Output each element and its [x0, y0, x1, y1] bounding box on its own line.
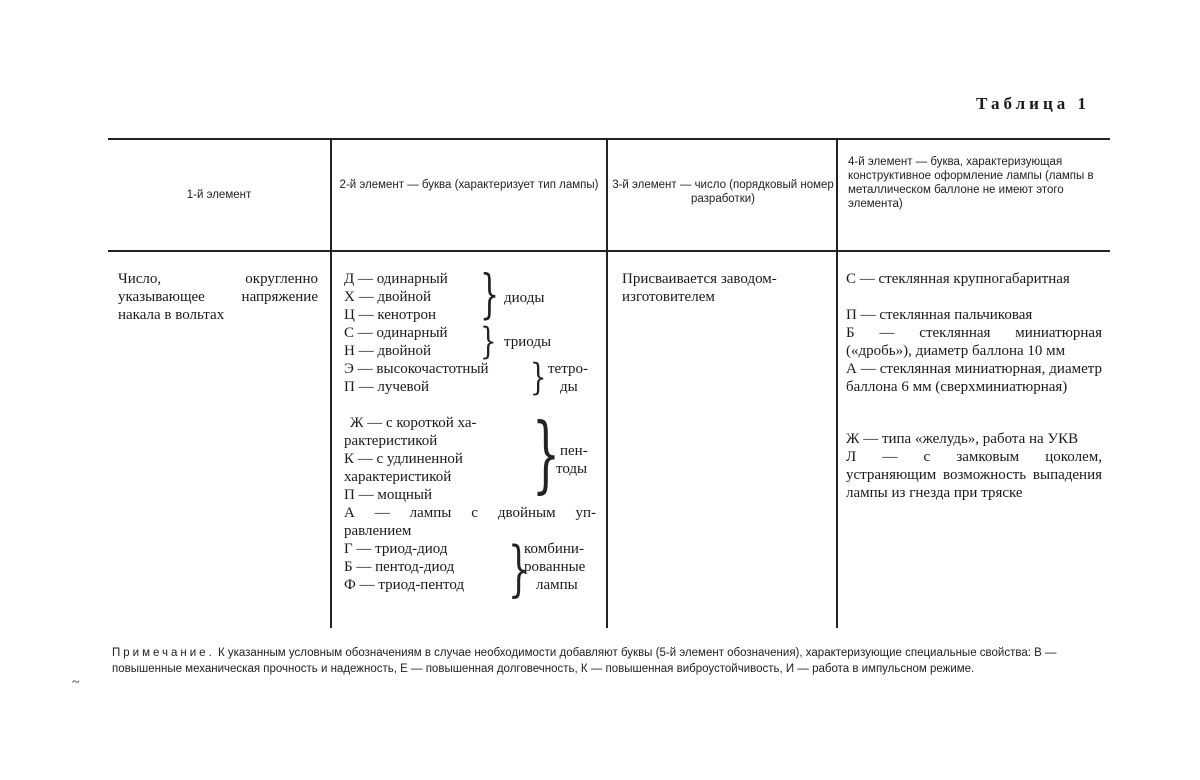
- brace-pentodes: }: [532, 406, 560, 504]
- column-divider-1: [330, 140, 332, 628]
- col2-line: рактеристикой: [344, 433, 438, 449]
- col2-line: П — мощный: [344, 487, 433, 503]
- brace-tetrodes: }: [530, 357, 547, 400]
- group-label-combined-3: лампы: [536, 577, 578, 593]
- col2-line: Ц — кенотрон: [344, 307, 436, 323]
- group-label-pentodes-2: тоды: [556, 461, 588, 477]
- col2-line: П — лучевой: [344, 379, 430, 395]
- header-col2: 2-й элемент — буква (характеризует тип лампы): [339, 179, 599, 191]
- col3-cell: Присваивается заводом-изготовителем: [622, 271, 777, 305]
- group-label-diodes: диоды: [504, 290, 545, 306]
- header-col4: 4-й элемент — буква, характеризующая конструктивное оформление лампы (лампы в металлическом баллоне не имеют этого элемента): [848, 156, 1094, 210]
- group-label-combined-1: комбини-: [524, 541, 584, 557]
- col1-cell: Число, округленно указывающее напряжение накала в вольтах: [118, 271, 318, 323]
- col4-entry: Ж — типа «желудь», работа на УКВ: [846, 431, 1079, 447]
- table-note: [112, 645, 1112, 677]
- col2-line: характеристикой: [344, 469, 452, 485]
- col2-line: Б — пентод-диод: [344, 559, 455, 575]
- col4-entry: Л — с замковым цоколем, устраняющим возможность выпадения лампы из гнезда при тряске: [846, 449, 1102, 501]
- col4-entry: С — стеклянная крупногабаритная: [846, 271, 1070, 287]
- col2-line: равлением: [344, 523, 412, 539]
- column-divider-3: [836, 140, 838, 628]
- group-label-tetrodes-1: тетро-: [548, 361, 588, 377]
- col2-line: С — одинарный: [344, 325, 448, 341]
- header-col3: 3-й элемент — число (порядковый номер разработки): [612, 179, 834, 205]
- note-lead: Примечание.: [112, 647, 215, 659]
- col4-entry: А — стеклянная миниатюрная, диаметр баллона 6 мм (сверхминиатюрная): [846, 361, 1102, 395]
- col2-line: Х — двойной: [344, 289, 432, 305]
- brace-combined: }: [508, 534, 530, 605]
- col2-line: А — лампы с двойным уп-: [344, 505, 596, 521]
- col2-line: К — с удлиненной: [344, 451, 463, 467]
- col2-line: Ж — с короткой ха-: [350, 415, 477, 431]
- col4-entry: П — стеклянная пальчиковая: [846, 307, 1033, 323]
- group-label-tetrodes-2: ды: [560, 379, 578, 395]
- group-label-combined-2: рованные: [524, 559, 586, 575]
- header-col1: 1-й элемент: [186, 189, 252, 201]
- col4-entry: Б — стеклянная миниатюрная («дробь»), диаметр баллона 10 мм: [846, 325, 1102, 359]
- table-title: Таблица 1: [976, 94, 1090, 113]
- group-label-pentodes-1: пен-: [560, 443, 588, 459]
- brace-diodes: }: [480, 264, 500, 326]
- col2-line: Н — двойной: [344, 343, 432, 359]
- table-top-rule: [108, 138, 1110, 140]
- header-bottom-rule: [108, 250, 1110, 252]
- note-text: К указанным условным обозначениям в случае необходимости добавляют буквы (5-й элемент обозначения), характеризующие специальные свойства: В — повышенные механическая прочность и надежность, Е — повышенная долговечность, К — повышенная виброустойчивость, И — работа в импульсном режиме.: [112, 647, 1057, 675]
- group-label-triodes: триоды: [504, 334, 552, 350]
- col2-line: Э — высокочастотный: [344, 361, 489, 377]
- col2-line: Д — одинарный: [344, 271, 448, 287]
- col2-line: Г — триод-диод: [344, 541, 448, 557]
- margin-mark: ~: [72, 675, 80, 690]
- brace-triodes: }: [480, 321, 497, 364]
- col4-cell: [846, 270, 1102, 502]
- column-divider-2: [606, 140, 608, 628]
- col2-line: Ф — триод-пентод: [344, 577, 465, 593]
